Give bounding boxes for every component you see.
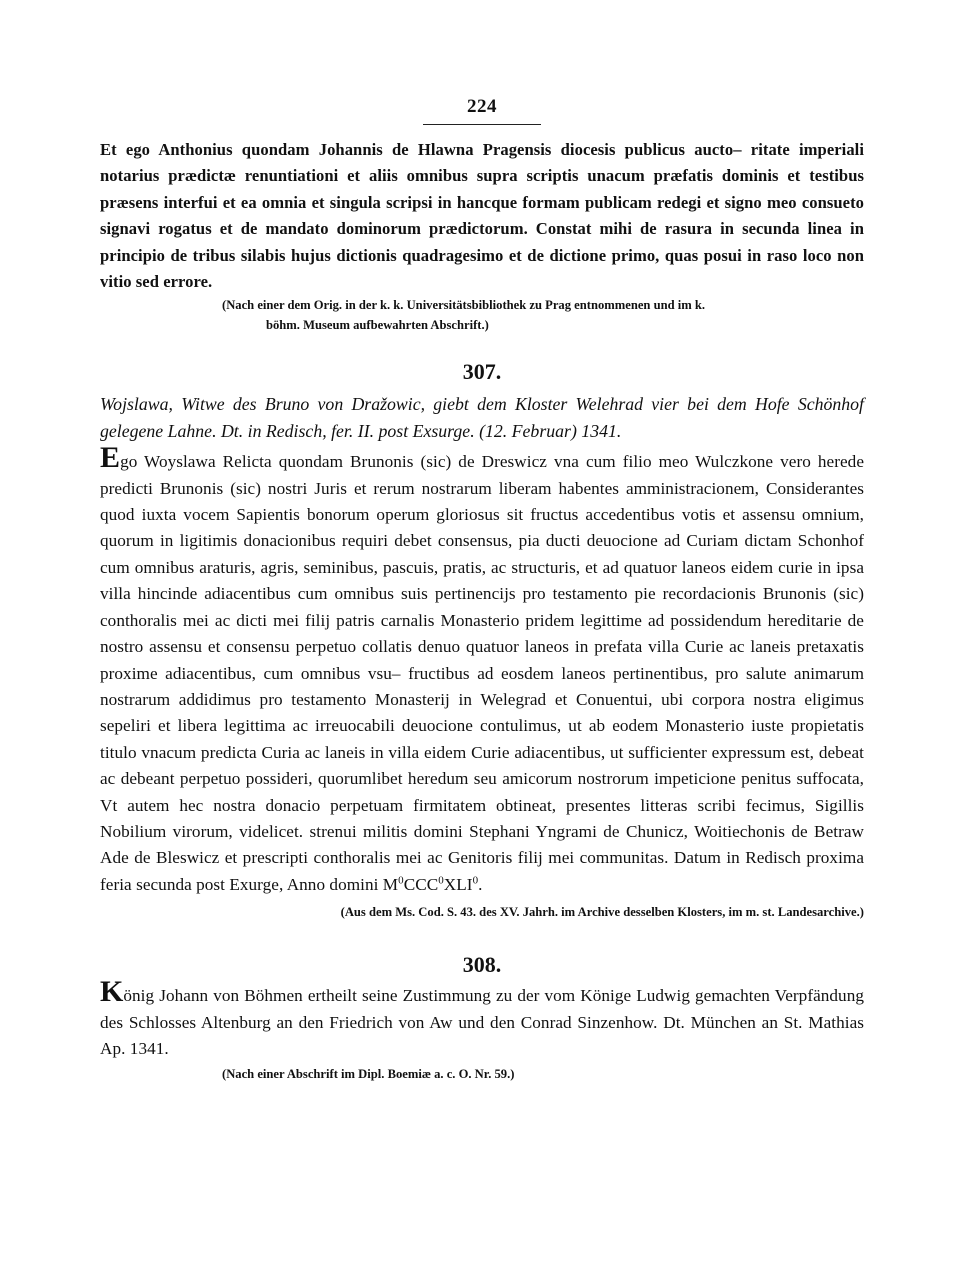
- source-note-prev-line1: (Nach einer dem Orig. in der k. k. Universitätsbibliothek zu Prag entnommenen und im k.: [222, 298, 706, 313]
- source-note-307: (Aus dem Ms. Cod. S. 43. des XV. Jahrh. im Archive desselben Klosters, im m. st. Landesarchive.): [340, 905, 864, 920]
- document-number-308: 308.: [462, 952, 502, 978]
- initial-letter-307: E: [100, 441, 121, 475]
- date-sup-3: 0: [472, 874, 479, 887]
- notary-attestation-paragraph: Et ego Anthonius quondam Johannis de Hlawna Pragensis diocesis publicus aucto– ritate imperiali notarius prædictæ renuntiationi et aliis omnibus supra scriptis unacum præfatis dominis et testibus præsens interfui et ea omnia et singula scripsi in hancque formam publicam redegi et signo meo consueto signavi rogatus et de mandato dominorum prædictorum. Constat mihi de rasura in secunda linea in principio de tribus silabis hujus dictionis quadragesimo et de dictione primo, quas posui in raso loco non vitio sed errore.: [100, 140, 864, 292]
- date-end: .: [478, 874, 483, 894]
- source-note-308: (Nach einer Abschrift im Dipl. Boemiæ a. c. O. Nr. 59.): [222, 1067, 515, 1082]
- book-page: [100, 96, 864, 1084]
- charter-text-307: [100, 441, 864, 898]
- initial-letter-308: K: [100, 975, 124, 1009]
- date-part-xli: XLI: [443, 874, 473, 894]
- source-note-prev-line2: böhm. Museum aufbewahrten Abschrift.): [266, 318, 489, 333]
- page-number-rule: [423, 124, 541, 125]
- date-part-ccc: CCC: [403, 874, 439, 894]
- page-number: 224: [467, 96, 497, 117]
- charter-body-307: go Woyslawa Relicta quondam Brunonis (sic) de Dreswicz vna cum filio meo Wulczkone vero herede predicti Brunonis (sic) nostri Juris et rerum nostrarum liberam habentes amministracionem, Considerantes quod iuxta vocem Sapientis bonorum operum gloriosus sit fructus accedentibus votis et assensu omnium, quorum in ligitimis donacionibus requiri debet consensus, pia ducti deuocione ad Curiam dictam Schonhof cum omnibus araturis, agris, seminibus, pascuis, pratis, ac structuris, et ad quatuor laneos eidem curie in ipsa villa hincinde adiacentibus cum omnibus suis pertinencijs pro testamento pie recordacionis Brunonis (sic) conthoralis mei ac dicti mei filij patris carnalis Monasterio pridem legittime ad possidendum hereditarie de nostro assensu et consensu perpetuo collatis denuo quatuor laneos in prefata villa Curie ac laneis pretaxatis proxime adiacentibus, cum omnibus vsu– fructibus ad eosdem laneos pertinentibus, pro salute animarum nostrarum addidimus pro testamento Monasterij in Welegrad et Conuentui, ubi corpora nostra eligimus sepeliri et libera legittima ac irreuocabili deuocione contulimus, ut ab eodem Monasterio iuste propietatis titulo vnacum predicta Curia ac laneis in villa eidem Curie adiacentibus, ut sufficienter expressum est, debeat ac debeant perpetuo possideri, quorumlibet heredum seu amicorum nostrorum impeticione penitus suffocata, Vt autem hec nostra donacio perpetuam firmitatem obtineat, presentes litteras scribi fecimus, Sigillis Nobilium virorum, videlicet. strenui militis domini Stephani Yngrami de Chunicz, Woitiechonis de Betraw Ade de Bleswicz et prescripti conthoralis mei ac Genitoris filij mei communitas. Datum in Redisch proxima feria secunda post Exurge, Anno domini M: [100, 452, 864, 894]
- regest-body-308: önig Johann von Böhmen ertheilt seine Zustimmung zu der vom Könige Ludwig gemachten Verpfändung des Schlosses Altenburg an den Friedrich von Aw und den Conrad Sinzenhow. Dt. München an St. Mathias Ap. 1341.: [100, 986, 864, 1058]
- source-note-prev: [100, 295, 864, 335]
- date-sup-1: 0: [398, 874, 404, 887]
- date-sup-2: 0: [438, 874, 444, 887]
- regest-308: [100, 975, 864, 1062]
- regest-307: Wojslawa, Witwe des Bruno von Dražowic, giebt dem Kloster Welehrad vier bei dem Hofe Schönhof gelegene Lahne. Dt. in Redisch, fer. II. post Exsurge. (12. Februar) 1341.: [100, 394, 864, 441]
- document-number-307: 307.: [462, 359, 502, 385]
